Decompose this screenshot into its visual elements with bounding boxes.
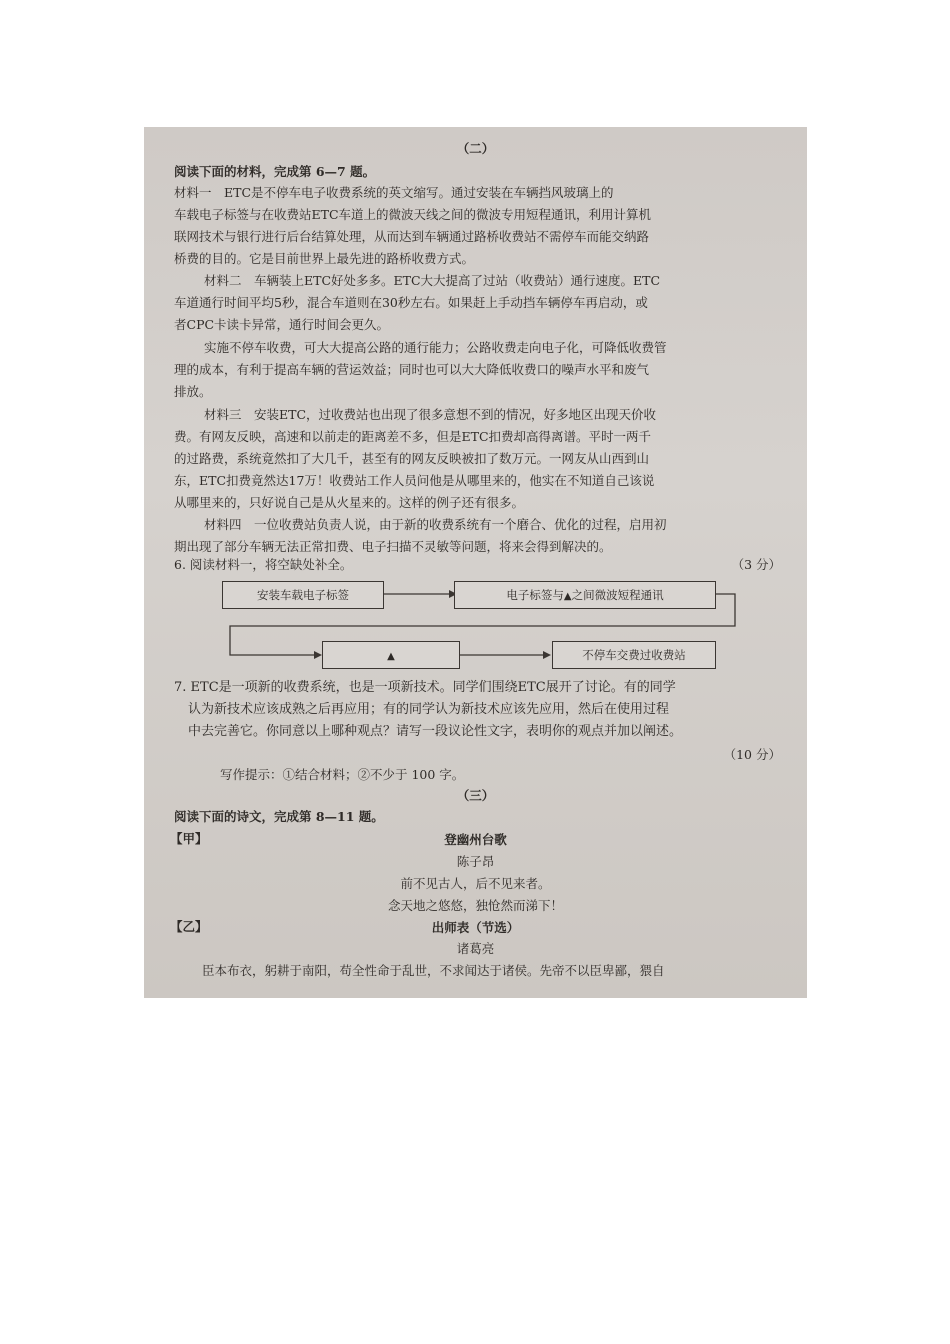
material2-line: 车道通行时间平均5秒，混合车道则在30秒左右。如果赶上手动挡车辆停车再启动，或	[174, 295, 648, 310]
section3-instruction: 阅读下面的诗文，完成第 8—11 题。	[174, 809, 384, 824]
poem-author: 陈子昂	[456, 854, 495, 869]
question-6-score: （3 分）	[731, 557, 781, 572]
material1-line: 车载电子标签与在收费站ETC车道上的微波天线之间的微波专用短程通讯，利用计算机	[174, 207, 652, 222]
prose-line: 臣本布衣，躬耕于南阳，苟全性命于乱世，不求闻达于诸侯。先帝不以臣卑鄙，猥自	[202, 963, 665, 978]
question-7-line: 中去完善它。你同意以上哪种观点？请写一段议论性文字，表明你的观点并加以阐述。	[188, 724, 683, 739]
poem-line: 前不见古人，后不见来者。	[400, 876, 551, 891]
material2-paragraph-line: 实施不停车收费，可大大提高公路的通行能力；公路收费走向电子化，可降低收费管	[204, 340, 667, 355]
material3-line: 材料三 安装ETC，过收费站也出现了很多意想不到的情况，好多地区出现天价收	[204, 407, 657, 422]
section-heading-2: （二）	[456, 141, 495, 156]
material1-line: 材料一 ETC是不停车电子收费系统的英文缩写。通过安装在车辆挡风玻璃上的	[174, 185, 614, 200]
material3-line: 的过路费，系统竟然扣了大几千，甚至有的网友反映被扣了数万元。一网友从山西到山	[174, 451, 650, 466]
material1-line: 桥费的目的。它是目前世界上最先进的路桥收费方式。	[174, 251, 475, 266]
material2-line: 者CPC卡读卡异常，通行时间会更久。	[174, 317, 390, 332]
prose-title: 出师表（节选）	[431, 920, 520, 935]
material4-line: 材料四 一位收费站负责人说，由于新的收费系统有一个磨合、优化的过程，启用初	[204, 517, 667, 532]
question-6: 6. 阅读材料一，将空缺处补全。	[174, 557, 353, 572]
arrow-head-2	[314, 651, 322, 659]
flow-box-pass-toll: 不停车交费过收费站	[552, 641, 716, 669]
question-7-line: 7. ETC是一项新的收费系统，也是一项新技术。同学们围绕ETC展开了讨论。有的同学	[174, 680, 676, 695]
material3-line: 从哪里来的，只好说自己是从火星来的。这样的例子还有很多。	[174, 495, 525, 510]
material2-paragraph-line: 理的成本，有利于提高车辆的营运效益；同时也可以大大降低收费口的噪声水平和废气	[174, 362, 650, 377]
flow-box-blank	[322, 641, 460, 669]
label-jia: 【甲】	[170, 831, 208, 846]
flow-box-communication-post: 之间微波短程通讯	[571, 588, 664, 602]
flow-box-communication-pre: 电子标签与	[506, 588, 564, 602]
material3-line: 费。有网友反映，高速和以前走的距离差不多，但是ETC扣费却高得离谱。平时一两千	[174, 429, 652, 444]
flow-box-communication	[454, 581, 716, 609]
arrow-head-3	[543, 651, 551, 659]
writing-hint: 写作提示：①结合材料；②不少于 100 字。	[220, 767, 465, 782]
prose-author: 诸葛亮	[456, 941, 495, 956]
material2-line: 材料二 车辆装上ETC好处多多。ETC大大提高了过站（收费站）通行速度。ETC	[204, 273, 661, 288]
material3-line: 东，ETC扣费竟然达17万！收费站工作人员问他是从哪里来的，他实在不知道自己该说	[174, 473, 655, 488]
section2-instruction: 阅读下面的材料，完成第 6—7 题。	[174, 164, 376, 179]
poem-line: 念天地之悠悠，独怆然而涕下！	[387, 898, 563, 913]
material1-line: 联网技术与银行进行后台结算处理，从而达到车辆通过路桥收费站不需停车而能交纳路	[174, 229, 650, 244]
label-yi: 【乙】	[170, 919, 208, 934]
question-7-score: （10 分）	[723, 747, 781, 762]
blank-marker: ▲	[563, 591, 572, 602]
section-heading-3: （三）	[456, 788, 495, 803]
question-7-line: 认为新技术应该成熟之后再应用；有的同学认为新技术应该先应用，然后在使用过程	[188, 702, 670, 717]
blank-marker: ▲	[387, 651, 395, 662]
poem-title: 登幽州台歌	[444, 832, 507, 847]
scanned-exam-page	[144, 127, 807, 998]
material2-paragraph-line: 排放。	[174, 384, 212, 399]
flow-box-install-tag: 安装车载电子标签	[222, 581, 384, 609]
material4-line: 期出现了部分车辆无法正常扣费、电子扫描不灵敏等问题，将来会得到解决的。	[174, 539, 612, 554]
